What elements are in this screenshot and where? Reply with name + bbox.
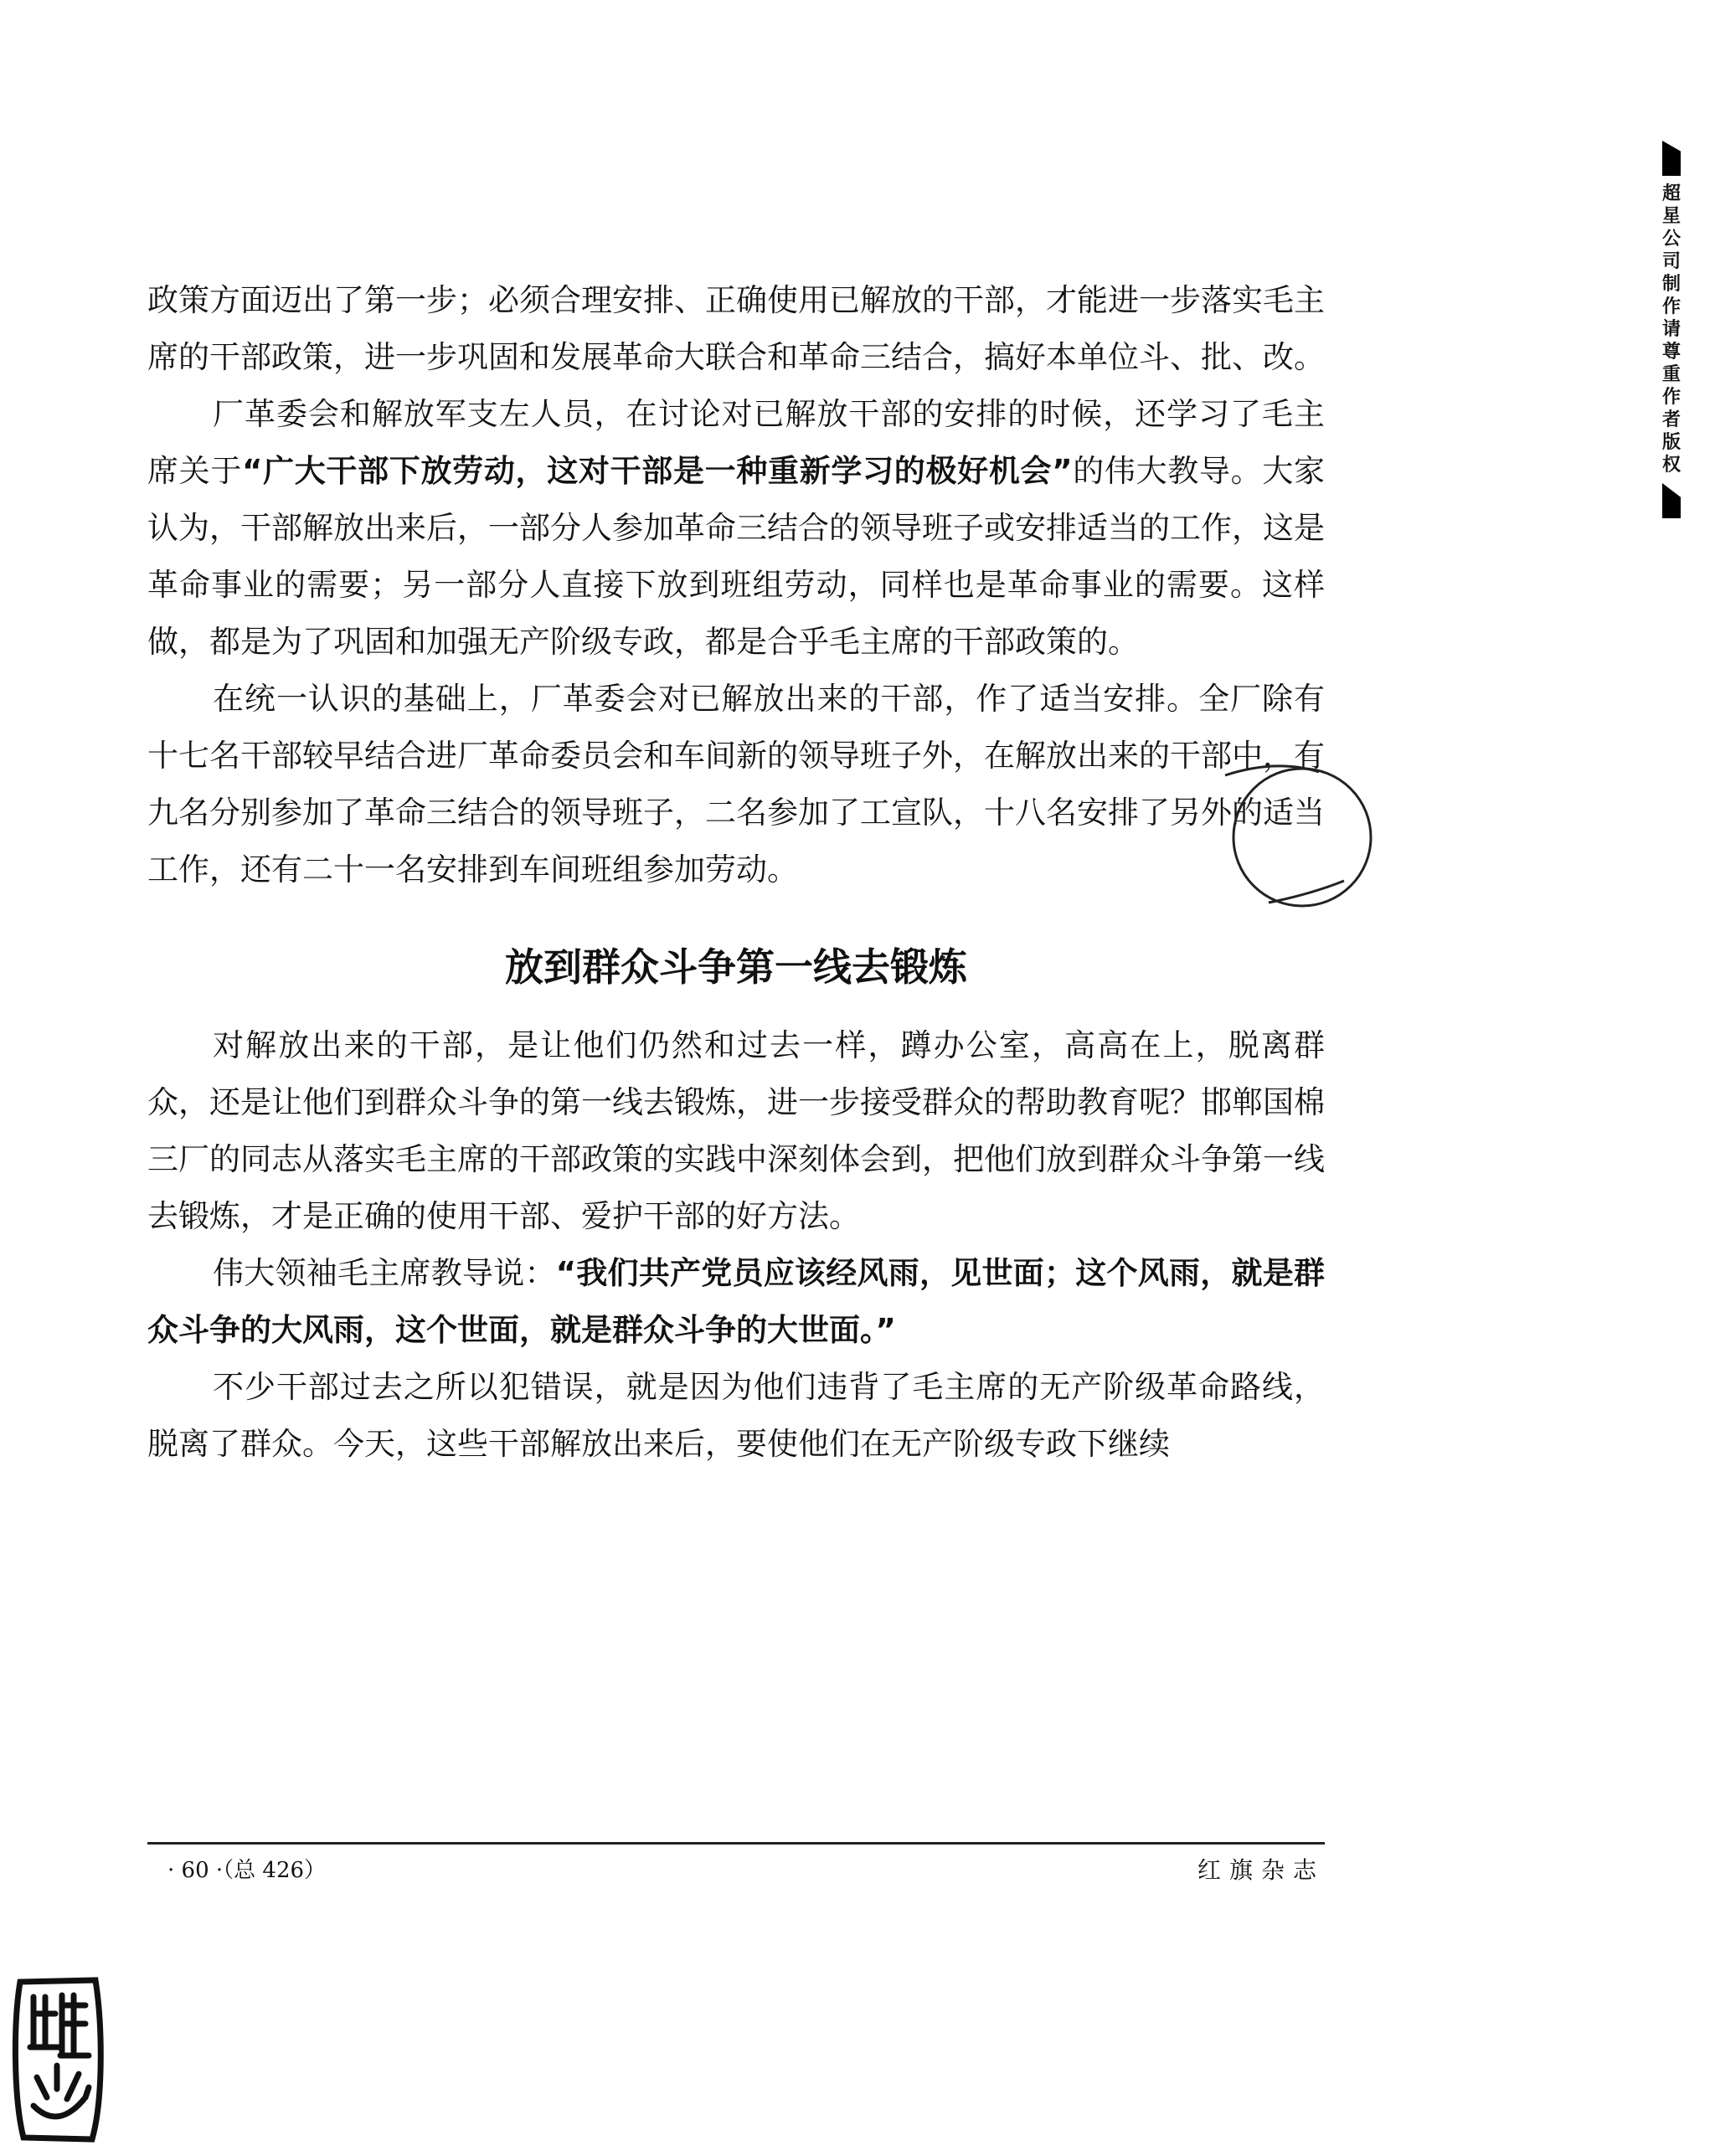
paragraph-4: 对解放出来的干部，是让他们仍然和过去一样，蹲办公室，高高在上，脱离群众，还是让他们到群众斗争的第一线去锻炼，进一步接受群众的帮助教育呢？邯郸国棉三厂的同志从落实毛主席的干部政策的实践中深刻体会到，把他们放到群众斗争第一线去锻炼，才是正确的使用干部、爱护干部的好方法。	[147, 1027, 1325, 1234]
paragraph-2-lead: 厂革委会和解放军支左人员，在讨论对已解放干部的安排的时候，还学习了毛主席关于	[147, 396, 1325, 489]
page-number: · 60 ·（总 426）	[167, 1858, 327, 1883]
paragraph-3: 在统一认识的基础上，厂革委会对已解放出来的干部，作了适当安排。全厂除有十七名干部较早结合进厂革命委员会和车间新的领导班子外，在解放出来的干部中，有九名分别参加了革命三结合的领导班子，二名参加了工宣队，十八名安排了另外的适当工作，还有二十一名安排到车间班组参加劳动。	[147, 681, 1325, 888]
paragraph-2-rest: 的伟大教导。大家认为，干部解放出来后，一部分人参加革命三结合的领导班子或安排适当的工作，这是革命事业的需要；另一部分人直接下放到班组劳动，同样也是革命事业的需要。这样做，都是为了巩固和加强无产阶级专政，都是合乎毛主席的干部政策的。	[147, 453, 1325, 660]
article-body	[147, 272, 1325, 1473]
hand-drawn-circle-mark	[1218, 754, 1378, 913]
paragraph-6: 不少干部过去之所以犯错误，就是因为他们违背了毛主席的无产阶级革命路线，脱离了群众。今天，这些干部解放出来后，要使他们在无产阶级专政下继续	[147, 1369, 1325, 1462]
mao-quote-cadres-labor: “广大干部下放劳动，这对干部是一种重新学习的极好机会”	[242, 453, 1073, 489]
watermark-bottom-bar	[1662, 483, 1681, 518]
footer-rule	[147, 1842, 1325, 1845]
watermark-top-bar	[1662, 141, 1681, 176]
copyright-watermark	[1656, 141, 1687, 518]
mao-quote-storm: “我们共产党员应该经风雨，见世面；这个风雨，就是群众斗争的大风雨，这个世面，就是群众斗争的大世面。”	[147, 1255, 1325, 1348]
section-heading: 放到群众斗争第一线去锻炼	[505, 944, 967, 990]
journal-name: 红旗杂志	[1197, 1856, 1325, 1884]
paragraph-5	[147, 1245, 1325, 1359]
seal-stamp-icon	[8, 1972, 109, 2148]
watermark-text: 超星公司制作请尊重作者版权	[1661, 183, 1681, 476]
paragraph-2	[147, 386, 1325, 671]
paragraph-5-lead: 伟大领袖毛主席教导说：	[213, 1255, 556, 1291]
paragraph-1: 政策方面迈出了第一步；必须合理安排、正确使用已解放的干部，才能进一步落实毛主席的干部政策，进一步巩固和发展革命大联合和革命三结合，搞好本单位斗、批、改。	[147, 282, 1325, 375]
